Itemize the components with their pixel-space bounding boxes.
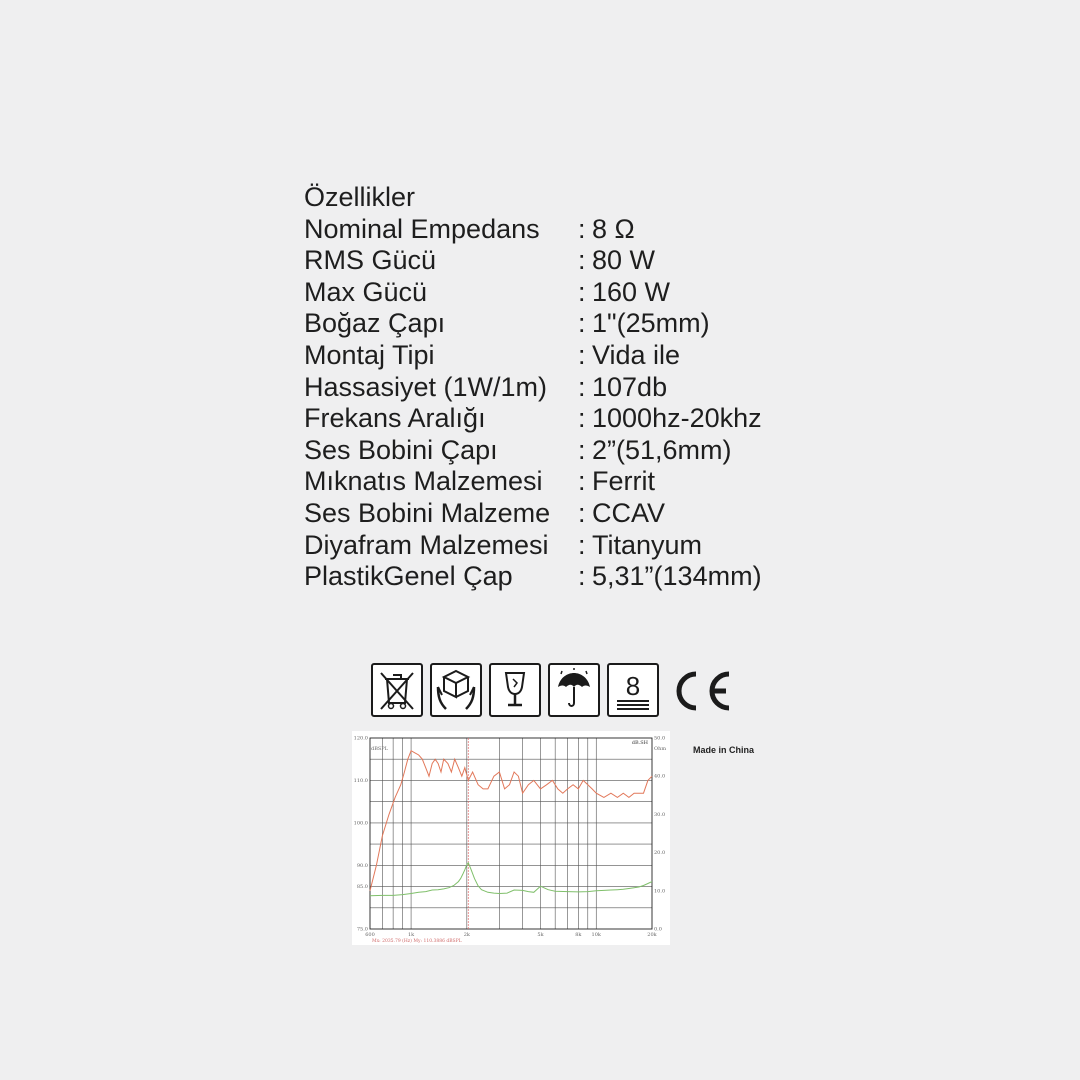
spec-separator: : — [578, 466, 586, 497]
spec-value: Titanyum — [592, 529, 703, 560]
spec-separator: : — [578, 403, 586, 434]
spec-row — [304, 308, 710, 340]
y-right-tick-label: 30.0 — [654, 811, 666, 818]
spec-row — [304, 561, 762, 593]
y-left-tick-label: 75.0 — [356, 926, 368, 933]
spec-separator: : — [578, 561, 586, 592]
spec-label: Max Gücü — [304, 276, 428, 307]
spec-label: Nominal Empedans — [304, 213, 540, 244]
spec-row — [304, 434, 732, 467]
ce-mark-icon — [669, 666, 735, 716]
fragile-handling-boxes-icon — [430, 663, 482, 717]
spec-separator: : — [578, 371, 586, 402]
spec-label: Diyafram Malzemesi — [304, 529, 549, 560]
spec-label: Boğaz Çapı — [304, 308, 446, 339]
spec-separator: : — [578, 276, 586, 307]
y-left-tick-label: 85.0 — [356, 884, 368, 891]
cursor-readout: Mx: 2035.79 (Hz) My: 110.3886 dBSPL — [372, 939, 462, 944]
x-tick-label: 2k — [463, 932, 470, 938]
spec-separator: : — [578, 213, 586, 244]
chart-corner-label: dB.SH — [631, 740, 648, 746]
spec-separator: : — [578, 434, 586, 465]
y-right-tick-label: 50.0 — [654, 735, 666, 742]
x-tick-label: 1k — [407, 932, 415, 938]
spec-label: Montaj Tipi — [304, 339, 435, 370]
spec-value: Vida ile — [592, 339, 681, 370]
spec-label: RMS Gücü — [304, 245, 437, 276]
spec-value: 1000hz-20khz — [592, 403, 762, 434]
x-tick-label: 10k — [591, 932, 601, 938]
y-right-tick-label: 10.0 — [654, 888, 666, 895]
spec-separator: : — [578, 497, 586, 528]
spec-label: Ses Bobini Çapı — [304, 434, 498, 465]
x-tick-label: 20k — [647, 932, 657, 938]
stacking-limit-8-icon — [607, 663, 659, 717]
y-left-tick-label: 120.0 — [353, 735, 368, 742]
weee-recycle-bin-icon — [371, 663, 423, 717]
y-left-tick-label: 110.0 — [353, 777, 368, 784]
spec-list — [304, 182, 762, 593]
y-left-tick-label: 100.0 — [353, 820, 368, 827]
y-right-tick-label: 20.0 — [654, 850, 666, 857]
spec-separator: : — [578, 339, 586, 370]
spec-label: Frekans Aralığı — [304, 403, 486, 434]
spec-value: 8 Ω — [592, 213, 635, 244]
spec-value: 160 W — [592, 276, 671, 307]
spec-label: Mıknatıs Malzemesi — [304, 466, 543, 497]
spec-row — [304, 339, 681, 372]
y-right-tick-label: 0.0 — [654, 926, 662, 933]
spec-label: Ses Bobini Malzeme — [304, 497, 551, 528]
x-tick-label: 600 — [365, 932, 375, 938]
spec-row — [304, 276, 671, 309]
y-left-unit-label: dBSPL — [371, 746, 388, 752]
spec-separator: : — [578, 308, 586, 339]
x-tick-label: 8k — [575, 932, 582, 938]
made-in-label: Made in China — [693, 745, 755, 755]
spec-row — [304, 245, 656, 277]
spec-label: Hassasiyet (1W/1m) — [304, 371, 548, 402]
spec-separator: : — [578, 245, 586, 276]
stack-limit-number: 8 — [625, 671, 641, 701]
spec-value: CCAV — [592, 497, 666, 528]
fragile-glass-icon — [489, 663, 541, 717]
spec-value: 5,31”(134mm) — [592, 561, 762, 592]
spec-row — [304, 403, 762, 435]
y-left-tick-label: 90.0 — [356, 862, 368, 869]
spec-row — [304, 529, 703, 562]
spec-row — [304, 466, 655, 498]
y-right-tick-label: 40.0 — [654, 773, 666, 780]
spec-value: 1"(25mm) — [592, 308, 710, 339]
spec-value: 107db — [592, 371, 668, 402]
spec-row — [304, 213, 635, 246]
spec-value: 2”(51,6mm) — [592, 434, 732, 465]
keep-dry-umbrella-icon — [548, 663, 600, 717]
frequency-response-chart — [352, 731, 670, 945]
spec-value: Ferrit — [592, 466, 655, 497]
packaging-icons — [371, 663, 741, 719]
spec-separator: : — [578, 529, 586, 560]
spec-title: Özellikler — [304, 182, 416, 212]
spec-row — [304, 497, 666, 530]
y-right-unit-label: Ohm — [654, 746, 667, 752]
spec-row — [304, 371, 668, 404]
spec-label: PlastikGenel Çap — [304, 561, 513, 592]
spec-value: 80 W — [592, 245, 656, 276]
x-tick-label: 5k — [537, 932, 544, 938]
